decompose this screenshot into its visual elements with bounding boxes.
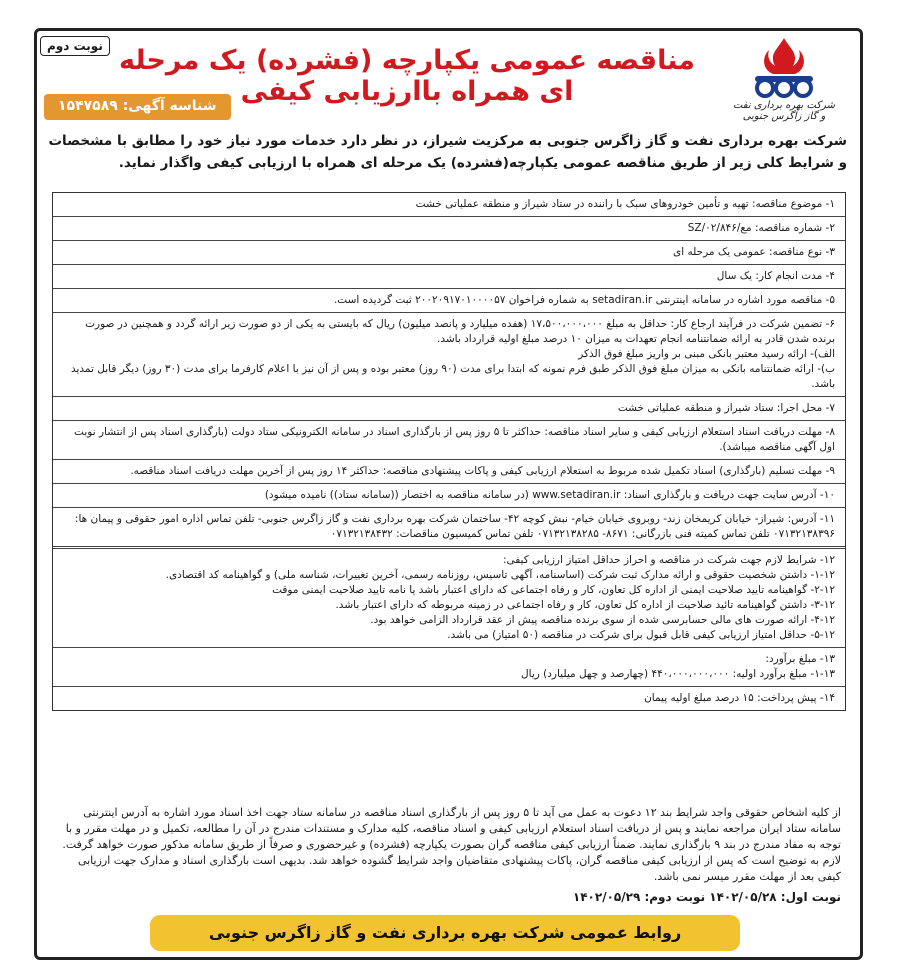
item-guarantee xyxy=(53,313,845,397)
tender-details-table xyxy=(52,192,846,711)
item-prepayment: ۱۴- پیش پرداخت: ۱۵ درصد مبلغ اولیه پیمان xyxy=(644,692,835,704)
item-setad-registration: ۵- مناقصه مورد اشاره در سامانه اینترنتی setadiran.ir به شماره فراخوان ۲۰۰۲۰۹۱۷۰۱۰۰۰۰۵۷ ثبت گردیده است. xyxy=(53,289,845,313)
conditions-heading: ۱۲- شرایط لازم جهت شرکت در مناقصه و احراز حداقل امتیاز ارزیابی کیفی: xyxy=(502,554,835,566)
intro-paragraph: شرکت بهره برداری نفت و گاز زاگرس جنوبی به مرکزیت شیراز، در نظر دارد خدمات مورد نیاز خود را مطابق با مشخصات و شرایط کلی زیر از طریق مناقصه عمومی یکپارچه(فشرده) یک مرحله ای همراه با ارزیابی کیفی واگذار نماید. xyxy=(48,133,847,171)
condition-3: ۳-۱۲- داشتن گواهینامه تائید صلاحیت از اداره کل تعاون، کار و رفاه اجتماعی در زمینه مربوطه که دارای اعتبار باشد. xyxy=(335,599,835,611)
item-duration: ۴- مدت انجام کار: یک سال xyxy=(53,265,845,289)
round-badge: نوبت دوم xyxy=(40,36,110,56)
estimate-value: ۱-۱۳- مبلغ برآورد اولیه: ۴۴۰،۰۰۰،۰۰۰،۰۰۰ (چهارصد و چهل میلیارد) ریال xyxy=(520,668,835,680)
item-guarantee-main: ۶- تضمین شرکت در فرآیند ارجاع کار: حداقل به مبلغ ۱۷،۵۰۰،۰۰۰،۰۰۰ (هفده میلیارد و پانصد میلیون) ریال که بایستی به یکی از دو صورت زیر ارائه گردد و همچنین در صورت برنده شدن قادر به ارائه ضمانتنامه انجام تعهدات به میزان ۱۰ درصد مبلغ اولیه قرارداد باشد. xyxy=(85,318,835,345)
item-location: ۷- محل اجرا: ستاد شیراز و منطقه عملیاتی خشت xyxy=(53,397,845,421)
item-tender-type: ۳- نوع مناقصه: عمومی یک مرحله ای xyxy=(53,241,845,265)
condition-5: ۵-۱۲- حداقل امتیاز ارزیابی کیفی قابل قبول برای شرکت در مناقصه (۵۰ امتیاز) می باشد. xyxy=(447,629,835,641)
publication-dates: نوبت اول: ۱۴۰۲/۰۵/۲۸ نوبت دوم: ۱۴۰۲/۰۵/۲۹ xyxy=(572,890,841,904)
public-relations-bar: روابط عمومی شرکت بهره برداری نفت و گاز زاگرس جنوبی xyxy=(150,915,740,951)
item-doc-deadline: ۸- مهلت دریافت اسناد استعلام ارزیابی کیفی و سایر اسناد مناقصه: حداکثر تا ۵ روز پس از بارگذاری اسناد در سامانه الکترونیکی ستاد دولت (بارگذاری اسناد پس از انتشار نوبت اول آگهی مناقصه میباشد). xyxy=(53,421,845,460)
item-tender-number: ۲- شماره مناقصه: مع/۰۲/۸۴۶/SZ xyxy=(53,217,845,241)
condition-1: ۱-۱۲- داشتن شخصیت حقوقی و ارائه مدارک ثبت شرکت (اساسنامه، آگهی تاسیس، روزنامه رسمی، آخرین تغییرات، شناسه ملی) و گواهینامه کد اقتصادی. xyxy=(165,569,835,581)
item-submission-deadline: ۹- مهلت تسلیم (بارگذاری) اسناد تکمیل شده مربوط به استعلام ارزیابی کیفی و پاکات پیشنهادی مناقصه: حداکثر ۱۴ روز پس از آخرین مهلت دریافت اسناد مناقصه. xyxy=(53,460,845,484)
ad-id-badge: شناسه آگهی: ۱۵۴۷۵۸۹ xyxy=(44,94,231,120)
item-guarantee-a: الف)- ارائه رسید معتبر بانکی مبنی بر واریز مبلغ فوق الذکر xyxy=(578,348,835,360)
item-subject: ۱- موضوع مناقصه: تهیه و تأمین خودروهای سبک با راننده در ستاد شیراز و منطقه عملیاتی خشت xyxy=(53,193,845,217)
item-guarantee-b: ب)- ارائه ضمانتنامه بانکی به میزان مبلغ فوق الذکر طبق فرم نمونه که ابتدا برای مدت (۹۰ روز) معتبر بوده و پس از آن نیز با اعلام کارفرما برای مدت (۳۰ روز) دیگر قابل تمدید باشد. xyxy=(70,363,835,390)
item-address: ۱۱- آدرس: شیراز- خیابان کریمخان زند- روبروی خیابان خیام- نبش کوچه ۴۲- ساختمان شرکت بهره برداری نفت و گاز زاگرس جنوبی- تلفن تماس اداره امور حقوقی و پیمان ها: ۰۷۱۳۲۱۳۸۳۹۶ تلفن تماس کمیته فنی بازرگانی: ۸۶۷۱- ۰۷۱۳۲۱۳۸۲۸۵ تلفن تماس کمیسیون مناقصات: ۰۷۱۳۲۱۳۸۴۳۲ xyxy=(53,508,845,549)
item-website: ۱۰- آدرس سایت جهت دریافت و بارگذاری اسناد: www.setadiran.ir (در سامانه مناقصه به اختصار ((سامانه ستاد)) نامیده میشود) xyxy=(53,484,845,508)
logo-caption: شرکت بهره برداری نفت و گاز زاگرس جنوبی xyxy=(732,100,835,122)
estimate-heading: ۱۳- مبلغ برآورد: xyxy=(765,653,835,665)
company-logo xyxy=(729,36,839,122)
condition-4: ۴-۱۲- ارائه صورت های مالی حسابرسی شده از سوی برنده مناقصه پیش از عقد قرارداد الزامی خواهد بود. xyxy=(370,614,835,626)
condition-2: ۲-۱۲- گواهینامه تایید صلاحیت ایمنی از اداره کل تعاون، کار و رفاه اجتماعی که دارای اعتبار باشد یا نامه تایید صلاحیت ایمنی موقت xyxy=(272,584,835,596)
footer-paragraph: از کلیه اشخاص حقوقی واجد شرایط بند ۱۲ دعوت به عمل می آید تا ۵ روز پس از بارگذاری اسناد مناقصه در سامانه ستاد جهت اخذ اسناد مورد اشاره به آدرس اینترنتی سامانه ستاد ایران مراجعه نمایند و پس از دریافت اسناد استعلام ارزیابی کیفی و اسناد مناقصه، کلیه مدارک و مستندات مندرج در آن را مطالعه، تکمیل و در مهلت مقرر و با توجه به مفاد مندرج در بند ۹ بارگذاری نمایند. ضمناً ارزیابی کیفی مناقصه گران بصورت یکپارچه (فشرده) و غیرحضوری و صرفاً از طریق سامانه مذکور صورت خواهد گرفت. لازم به توضیح است که پس از ارزیابی کیفی مناقصه گران، پاکات پیشنهادی متقاضیان واجد شرایط گشوده خواهد شد. بدیهی است بارگذاری اسناد و مدارک جهت ارزیابی کیفی بعد از مهلت مقرر میسر نمی باشد. xyxy=(62,806,841,883)
flame-logo-icon xyxy=(739,36,829,98)
item-conditions xyxy=(53,549,845,648)
ad-title: مناقصه عمومی یکپارچه (فشرده) یک مرحله ای همراه باارزیابی کیفی xyxy=(119,45,695,107)
item-estimate xyxy=(53,648,845,687)
